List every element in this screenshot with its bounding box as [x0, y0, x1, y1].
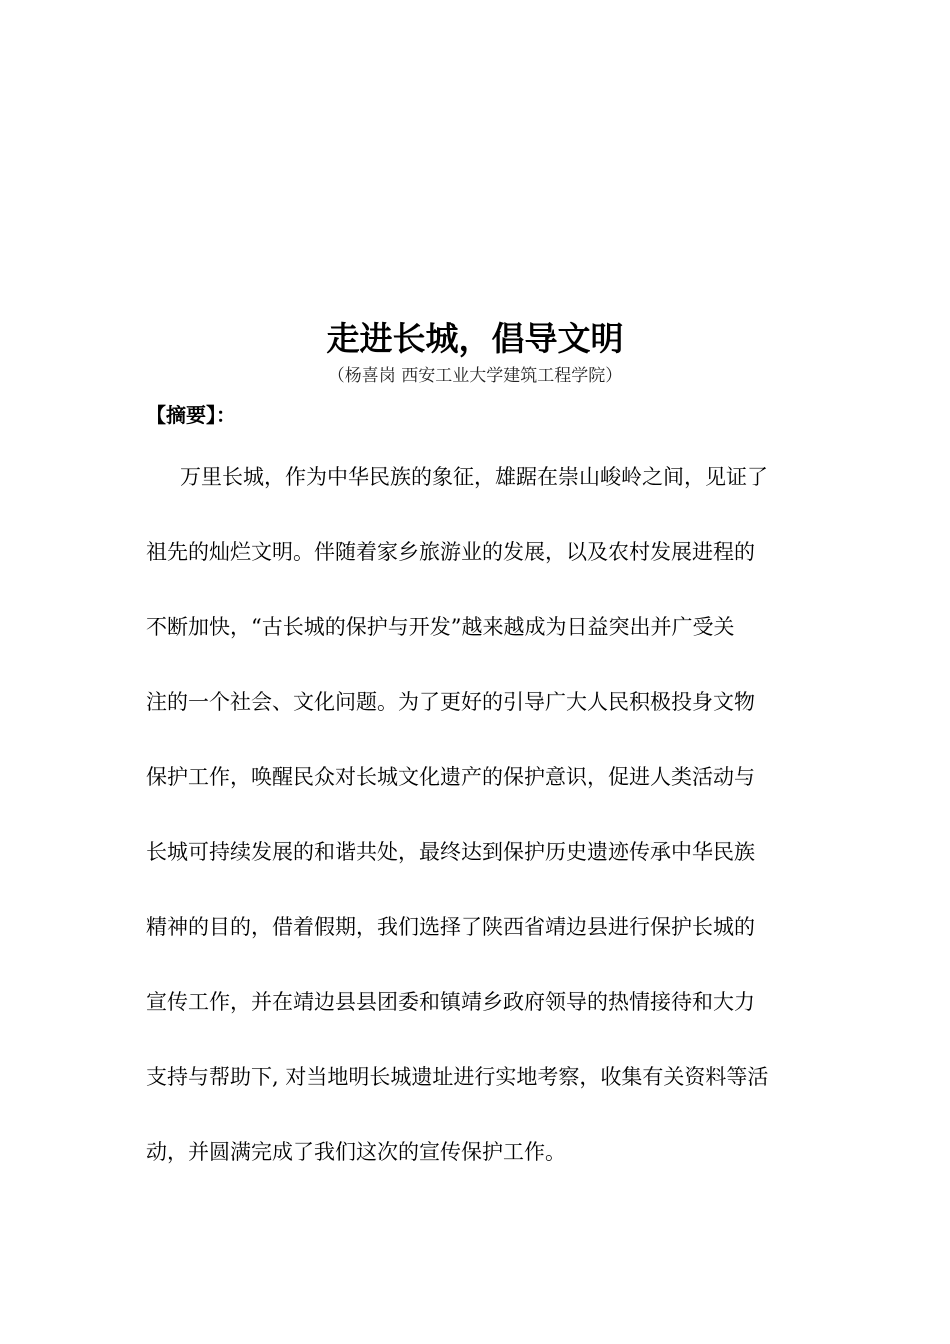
body-line: 精神的目的，借着假期，我们选择了陕西省靖边县进行保护长城的 — [146, 915, 755, 939]
body-line: 不断加快，“古长城的保护与开发”越来越成为日益突出并广受关 — [146, 615, 735, 639]
body-line: 宣传工作，并在靖边县县团委和镇靖乡政府领导的热情接待和大力 — [146, 990, 755, 1014]
body-line: 万里长城，作为中华民族的象征，雄踞在崇山峻岭之间，见证了 — [180, 465, 768, 489]
body-line: 动，并圆满完成了我们这次的宣传保护工作。 — [146, 1140, 566, 1164]
document-title: 走进长城，倡导文明 — [326, 319, 624, 358]
body-line: 注的一个社会、文化问题。为了更好的引导广大人民积极投身文物 — [146, 690, 755, 714]
abstract-label: 【摘要】： — [146, 403, 236, 427]
body-line: 支持与帮助下, 对当地明长城遗址进行实地考察，收集有关资料等活 — [146, 1065, 769, 1089]
body-line: 祖先的灿烂文明。伴随着家乡旅游业的发展，以及农村发展进程的 — [146, 540, 755, 564]
abstract-body — [146, 454, 806, 1204]
author-line: （杨喜岗 西安工业大学建筑工程学院） — [327, 366, 623, 386]
body-line: 长城可持续发展的和谐共处，最终达到保护历史遗迹传承中华民族 — [146, 840, 755, 864]
body-line: 保护工作，唤醒民众对长城文化遗产的保护意识，促进人类活动与 — [146, 765, 755, 789]
